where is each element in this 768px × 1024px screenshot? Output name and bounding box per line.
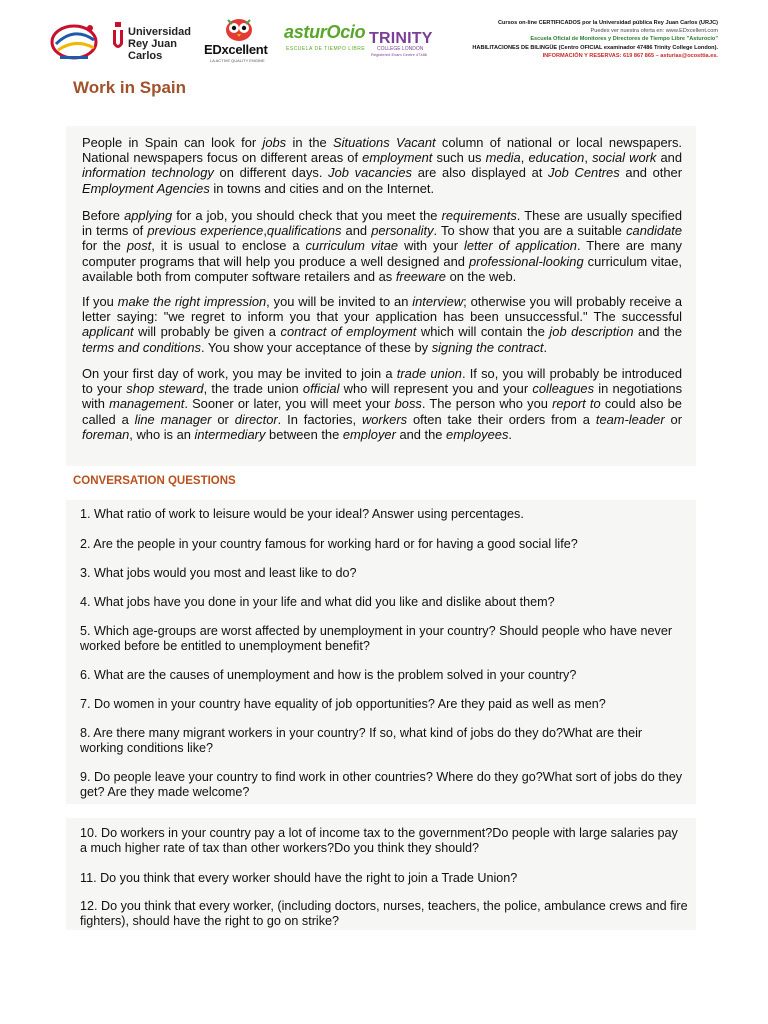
page-title: Work in Spain: [73, 78, 187, 97]
vocabulary-term: job description: [549, 324, 634, 340]
passage-paragraph-2: Before applying for a job, you should check that you meet the requirements. These are usually specified in terms of previous experience,qualifications and personality. To show that you are a suitable candidate for the post, it is usual to enclose a curriculum vitae with your letter of application. There are many computer programs that will help you produce a well designed and professional-looking curriculum vitae, available both from computer software retailers and as freeware on the web.: [82, 208, 683, 284]
passage-paragraph-1: People in Spain can look for jobs in the Situations Vacant column of national or local newspapers. National newspapers focus on different areas of employment such us media, education, social work and information technology on different days. Job vacancies are also displayed at Job Centres and other Employment Agencies in towns and cities and on the Internet.: [82, 135, 683, 196]
vocabulary-term: shop steward: [126, 381, 204, 397]
vocabulary-term: contract of employment: [280, 324, 417, 340]
vocabulary-term: employees: [446, 426, 509, 442]
vocabulary-term: previous experience: [147, 223, 264, 239]
vocabulary-term: employment: [362, 150, 433, 166]
page-header: [0, 0, 768, 70]
vocabulary-term: line manager: [134, 411, 212, 427]
trinity-registration: Registered Exam Centre 47486: [371, 52, 428, 57]
info-line-courses: Cursos on-line CERTIFICADOS por la Universidad pública Rey Juan Carlos (URJC): [497, 20, 718, 26]
vocabulary-term: official: [302, 381, 340, 397]
vocabulary-term: candidate: [626, 223, 683, 239]
vocabulary-term: report to: [552, 396, 601, 412]
vocabulary-term: Job Centres: [548, 165, 620, 181]
asturocio-logo: [282, 22, 368, 62]
passage-paragraph-4: On your first day of work, you may be invited to join a trade union. If so, you will probably be introduced to your shop steward, the trade union official who will represent you and your colleagues in negotiations with management. Sooner or later, you will meet your boss. The person who you report to could also be called a line manager or director. In factories, workers often take their orders from a team-leader or foreman, who is an intermediary between the employer and the employees.: [82, 366, 683, 442]
info-line-website[interactable]: Puedes ver nuestra oferta en: www.EDxcellent.com: [590, 28, 718, 35]
vocabulary-term: Situations Vacant: [333, 135, 436, 150]
info-line-bilingual: HABILITACIONES DE BILINGÜE (Centro OFICIAL examinador 47486 Trinity College London).: [472, 44, 718, 51]
trinity-subtitle: COLLEGE LONDON: [377, 46, 424, 52]
vocabulary-term: post: [126, 238, 152, 254]
vocabulary-term: trade union: [396, 366, 462, 381]
question-item: 11. Do you think that every worker should have the right to join a Trade Union?: [80, 871, 518, 885]
vocabulary-term: curriculum vitae: [305, 238, 399, 254]
vocabulary-term: applicant: [82, 324, 134, 340]
vocabulary-term: jobs: [262, 135, 287, 150]
question-item: 8. Are there many migrant workers in your country? If so, what kind of jobs do they do?What are their working conditions like?: [80, 726, 643, 756]
trinity-college-logo: [369, 30, 435, 60]
vocabulary-term: Job vacancies: [328, 165, 412, 181]
vocabulary-term: personality: [371, 223, 434, 239]
vocabulary-term: applying: [124, 208, 173, 223]
asturocio-name: asturOcio: [284, 22, 366, 42]
vocabulary-term: intermediary: [194, 426, 266, 442]
vocabulary-term: interview: [412, 294, 464, 309]
vocabulary-term: information technology: [82, 165, 214, 181]
institution-emblem-logo: [50, 20, 102, 62]
vocabulary-term: signing the contract: [431, 339, 544, 355]
question-item: 7. Do women in your country have equality of job opportunities? Are they paid as well as men?: [80, 697, 606, 711]
vocabulary-term: social work: [592, 150, 657, 166]
vocabulary-term: education: [528, 150, 585, 166]
asturocio-tagline: ESCUELA DE TIEMPO LIBRE: [286, 46, 366, 52]
vocabulary-term: team-leader: [595, 411, 665, 427]
vocabulary-term: Employment Agencies: [82, 180, 210, 196]
question-item: 9. Do people leave your country to find work in other countries? Where do they go?What sort of jobs do they get? Are they made welcome?: [80, 770, 683, 800]
question-item: 6. What are the causes of unemployment and how is the problem solved in your country?: [80, 668, 577, 682]
vocabulary-term: colleagues: [532, 381, 595, 397]
urjc-logo: [112, 20, 202, 60]
vocabulary-term: letter of application: [463, 238, 577, 254]
conversation-questions-heading: CONVERSATION QUESTIONS: [73, 475, 236, 487]
urjc-crown-icon: [112, 22, 124, 52]
vocabulary-term: employer: [342, 426, 396, 442]
questions-block-2: [66, 818, 696, 930]
vocabulary-term: director: [234, 411, 278, 427]
vocabulary-term: make the right impression: [117, 294, 267, 309]
question-item: 5. Which age-groups are worst affected by unemployment in your country? Should people who have never worked before be entitled to unemployment benefit?: [80, 624, 673, 654]
passage-paragraph-3: If you make the right impression, you will be invited to an interview; otherwise you will probably receive a letter saying: "we regret to inform you that your application has been unsuccessful." The successful applicant will probably be given a contract of employment which will contain the job description and the terms and conditions. You show your acceptance of these by signing the contract.: [82, 294, 682, 355]
edxcellent-name: EDxcellent: [204, 42, 268, 57]
owl-mascot-icon: [224, 16, 254, 42]
question-item: 3. What jobs would you most and least like to do?: [80, 566, 357, 580]
question-item: 12. Do you think that every worker, (including doctors, nurses, teachers, the police, ambulance crews and fire fighters), should have the right to go on strike?: [80, 899, 688, 929]
urjc-name-line2: Rey Juan Carlos: [128, 38, 177, 62]
vocabulary-term: requirements: [441, 208, 517, 223]
vocabulary-term: professional-looking: [468, 253, 584, 269]
info-line-contact[interactable]: INFORMACIÓN Y RESERVAS: 619 867 865 – asturias@ocosttia.es.: [542, 52, 718, 59]
header-contact-info: [452, 19, 718, 60]
question-item: 2. Are the people in your country famous for working hard or for having a good social life?: [80, 537, 578, 551]
trinity-name: TRINITY: [369, 30, 433, 47]
edxcellent-tagline: LA ACTIVE QUALITY ENGINE: [210, 58, 265, 63]
question-item: 4. What jobs have you done in your life and what did you like and dislike about them?: [80, 595, 555, 609]
reading-passage: [66, 126, 696, 466]
info-line-school: Escuela Oficial de Monitores y Directores de Tiempo Libre "Asturocio": [530, 36, 718, 43]
questions-block-1: [66, 500, 696, 804]
vocabulary-term: terms and conditions: [82, 339, 201, 355]
vocabulary-term: boss: [394, 396, 422, 412]
vocabulary-term: workers: [361, 411, 408, 427]
vocabulary-term: foreman: [82, 426, 130, 442]
vocabulary-term: freeware: [395, 268, 446, 284]
edxcellent-logo: [200, 14, 280, 62]
vocabulary-term: media: [485, 150, 521, 166]
vocabulary-term: management: [109, 396, 185, 412]
vocabulary-term: qualifications: [266, 223, 342, 239]
question-item: 1. What ratio of work to leisure would be your ideal? Answer using percentages.: [80, 507, 524, 521]
urjc-name-line1: Universidad: [128, 26, 191, 38]
question-item: 10. Do workers in your country pay a lot of income tax to the government?Do people with large salaries pay a much higher rate of tax than other workers?Do you think they should?: [80, 826, 678, 856]
